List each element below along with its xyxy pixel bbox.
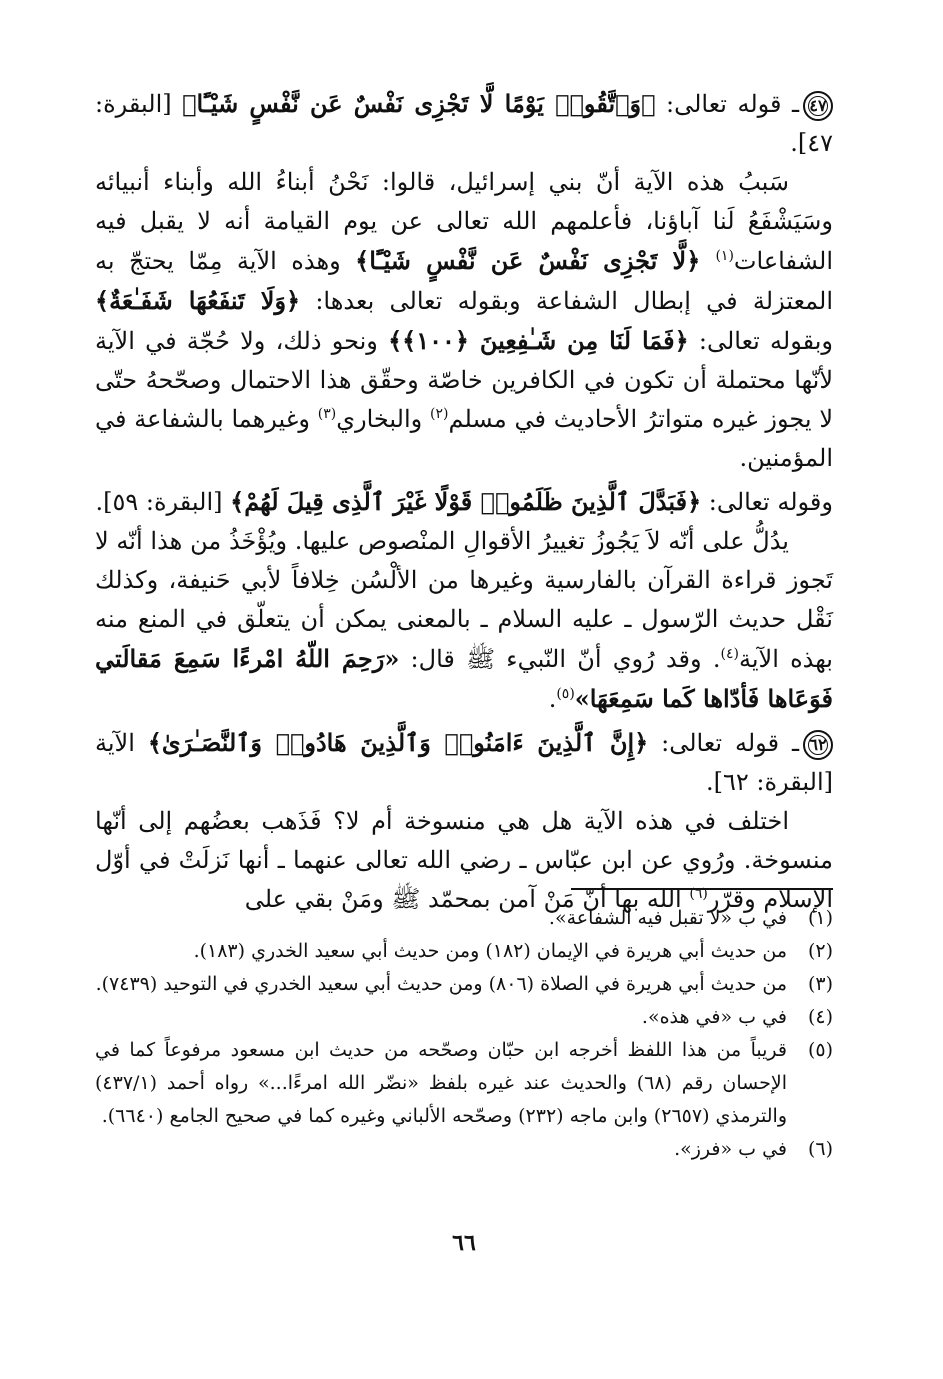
footnote-text: في ب «فرز». [674,1138,787,1160]
footnote-number: (٤) [807,1006,833,1028]
text-segment: الله بها أنّ مَنْ آمن بمحمّد ﷺ ومَنْ بقي على [244,885,690,913]
footnote-text: من حديث أبي هريرة في الإيمان (١٨٢) ومن حديث أبي سعيد الخدري (١٨٣). [193,940,787,962]
verse-number-badge: ٦٢ [803,730,833,760]
paragraph-verse-47 [95,84,833,163]
quran-quote: ﴿وَٱتَّقُوا۟ يَوْمًا لَّا تَجْزِى نَفْسٌ عَن نَّفْسٍ شَيْـًٔا﴾ [182,89,656,118]
footnote-text: قريباً من هذا اللفظ أخرجه ابن حبّان وصحّحه من حديث ابن مسعود مرفوعاً كما في الإحسان رقم (٦٨) والحديث عند غيره بلفظ «نضّر الله امرءًا...» رواه أحمد (٤٣٧/١) والترمذي (٢٦٥٧) وابن ماجه (٢٣٢) وصحّحه الألباني وغيره كما في صحيح الجامع (٦٦٤٠). [95,1039,787,1127]
text-segment: يدُلُّ على أنّه لاَ يَجُوزُ تغييرُ الأقوالِ المنْصوص عليها. ويُؤْخَذُ من هذا أنّه لا تَجوز قراءة القرآن بالفارسية وغيرها من الألْسُن خِلافاً لأبي حَنيفة، وكذلك نَقْل حديث الرّسول ـ عليه السلام ـ بالمعنى يمكن أن يتعلّق في المنع منه بهذه الآية [95,527,833,673]
paragraph-verse-59 [95,482,833,522]
text-segment: . [548,685,557,713]
quran-quote: ﴿وَلَا تَنفَعُهَا شَفَـٰعَةٌ﴾ [95,286,301,315]
footnote-number: (٥) [807,1039,833,1061]
text-segment: . وقد رُوي أنّ النّبيء ﷺ قال: [399,645,721,673]
hadith-quote: «رَحِمَ اللّهُ امْرءًا سَمِعَ مَقالَتي فَوَعَاها فَأدّاها كَما سَمِعَهَا» [95,644,833,713]
footnote-marker: (١) [715,248,734,264]
quran-quote: ﴿إِنَّ ٱلَّذِينَ ءَامَنُوا۟ وَٱلَّذِينَ هَادُوا۟ وَٱلنَّصَـٰرَىٰ﴾ [147,728,649,757]
footnote-text: في ب «لا تقبل فيه الشفاعة». [548,907,787,929]
book-page [95,80,833,1310]
quran-quote: ﴿فَبَدَّلَ ٱلَّذِينَ ظَلَمُوا۟ قَوْلًا غَيْرَ ٱلَّذِى قِيلَ لَهُمْ﴾ [230,487,702,516]
text-segment: اختلف في هذه الآية هل هي منسوخة أم لا؟ فَذَهب بعضُهم إلى أنّها منسوخة. ورُوي عن ابن عبّاس ـ رضي الله تعالى عنهما ـ أنها نَزلَتْ في أوّل الإسلام وقرّر [95,807,833,913]
footnote-marker: (٢) [430,406,449,422]
text-segment: وبقوله تعالى: [688,327,834,355]
text-segment: وغيرهما بالشفاعة في المؤمنين. [95,405,833,472]
footnote-number: (١) [807,907,833,929]
surah-reference: [البقرة: ٥٩]. [95,488,231,516]
footnote-number: (٢) [807,940,833,962]
page-number: ٦٦ [452,1230,476,1256]
footnote-marker: (٣) [317,406,337,422]
text-segment: ـ قوله تعالى: [655,90,800,118]
text-segment: ونحو ذلك، ولا حُجّة في الآية لأنّها محتملة أن تكون في الكافرين خاصّة وحقّق هذا الاحتمال وصحّحهُ حتّى لا يجوز غيره متواترُ الأحاديث في مسلم [95,327,834,433]
text-segment: ـ قوله تعالى: [648,729,799,757]
verse-number-badge: ٤٧ [803,91,833,121]
footnote-item [95,1034,833,1133]
paragraph-verse-62 [95,723,833,802]
footnote-text: من حديث أبي هريرة في الصلاة (٨٠٦) ومن حديث أبي سعيد الخدري في التوحيد (٧٤٣٩). [95,973,787,995]
footnote-item [95,1001,833,1034]
footnote-divider [571,888,833,890]
footnote-item [95,968,833,1001]
text-segment: وهذه الآية مِمّا يحتجّ به المعتزلة في إبطال الشفاعة وبقوله تعالى بعدها: [95,247,833,315]
footnote-number: (٣) [807,973,833,995]
footnote-text: في ب «في هذه». [641,1006,787,1028]
paragraph-commentary-1 [95,163,833,478]
footnote-marker: (٥) [556,686,575,702]
footnote-marker: (٤) [720,646,739,662]
text-segment: وقوله تعالى: [701,488,833,516]
text-segment: سَببُ هذه الآية أنّ بني إسرائيل، قالوا: نَحْنُ أبناءُ الله وأبناء أنبيائه وسَيَشْفَعُ لَنا آباؤنا، فأعلمهم الله تعالى عن يوم القيامة أنه لا يقبل فيه الشفاعات [95,168,833,275]
footnote-number: (٦) [807,1138,833,1160]
footnote-marker: (٦) [689,886,708,902]
footnote-item [95,902,833,935]
surah-reference: [البقرة: ٤٧]. [95,90,833,157]
quran-quote: ﴿فَمَا لَنَا مِن شَـٰفِعِينَ ﴿١٠٠﴾﴾ [388,326,689,355]
surah-reference: الآية [البقرة: ٦٢]. [95,729,833,796]
footnote-item [95,935,833,968]
paragraph-commentary-2 [95,522,833,719]
text-segment: والبخاري [336,405,431,433]
quran-quote: ﴿لَّا تَجْزِى نَفْسٌ عَن نَّفْسٍ شَيْـًٔا﴾ [355,246,716,275]
footnote-item [95,1133,833,1166]
footnotes-section [95,902,833,1166]
